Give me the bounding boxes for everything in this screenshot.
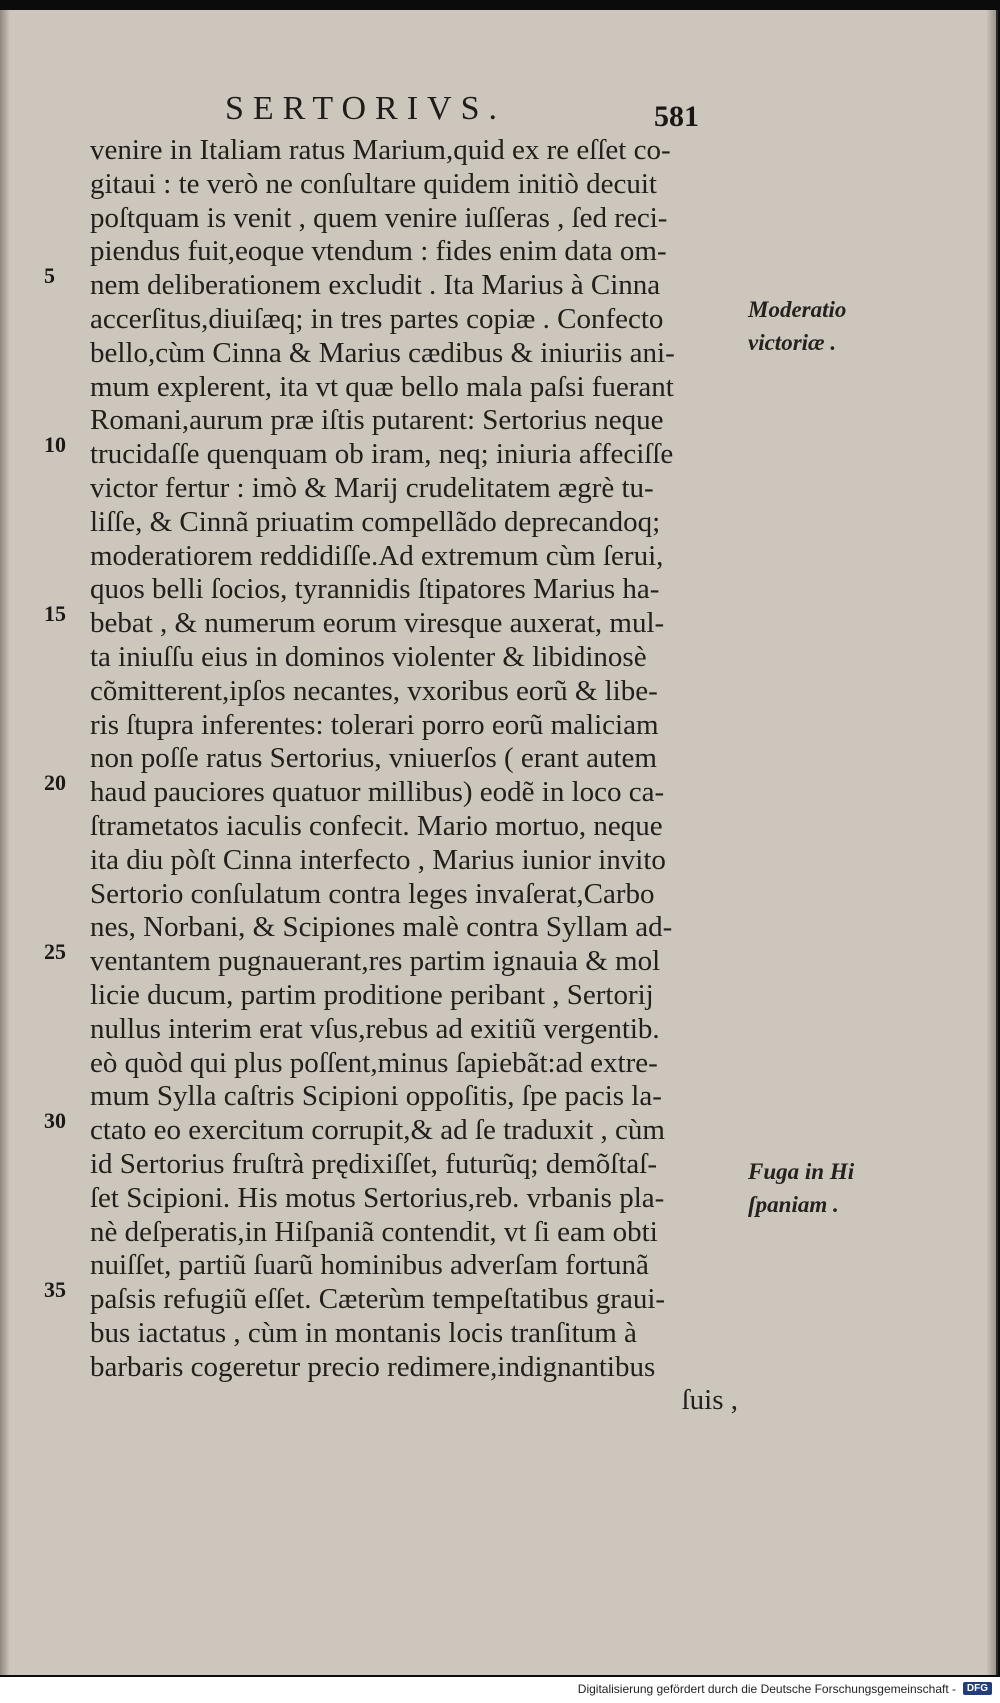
margin-note (748, 1155, 868, 1221)
text-line: gitaui : te verò ne conſultare quidem initiò decuit (90, 167, 657, 200)
text-line: bello,cùm Cinna & Marius cædibus & iniuriis ani- (90, 336, 675, 369)
catchword: ſuis , (681, 1384, 738, 1417)
text-line: liſſe, & Cinnã priuatim compellãdo deprecandoq; (90, 505, 661, 538)
text-line: Sertorio conſulatum contra leges invaſerat,Carbo (90, 877, 655, 910)
margin-note-line: victoriæ . (748, 330, 837, 355)
text-line: ris ſtupra inferentes: tolerari porro eorũ maliciam (90, 708, 659, 741)
text-line: ta iniuſſu eius in dominos violenter & libidinosè (90, 640, 647, 673)
text-line: accerſitus,diuiſæq; in tres partes copiæ . Confecto (90, 302, 664, 335)
book-page (0, 10, 998, 1675)
text-line: haud pauciores quatuor millibus) eodẽ in loco ca- (90, 776, 665, 809)
page-number: 581 (654, 100, 699, 133)
text-line: cõmitterent,ipſos necantes, vxoribus eorũ & libe- (90, 674, 658, 707)
margin-note-line: Fuga in Hi (748, 1159, 855, 1184)
text-line: non poſſe ratus Sertorius, vniuerſos ( erant autem (90, 742, 657, 775)
text-line: id Sertorius fruſtrà prędixiſſet, futurũq; demõſtaſ- (90, 1147, 657, 1180)
text-line: ita diu pòſt Cinna interfecto , Marius iunior invito (90, 843, 666, 876)
line-number: 35 (44, 1277, 66, 1302)
text-line: mum Sylla caſtris Scipioni oppoſitis, ſpe pacis la- (90, 1080, 662, 1113)
text-line: piendus fuit,eoque vtendum : fides enim data om- (90, 235, 667, 268)
text-line: quos belli ſocios, tyrannidis ſtipatores Marius ha- (90, 573, 660, 606)
dfg-logo: DFG (963, 1682, 992, 1695)
text-line: trucidaſſe quenquam ob iram, neq; iniuria affeciſſe (90, 438, 674, 471)
line-number: 20 (44, 770, 66, 795)
text-line: ctato eo exercitum corrupit,& ad ſe traduxit , cùm (90, 1114, 665, 1147)
line-number: 10 (44, 432, 66, 457)
text-line: nullus interim erat vſus,rebus ad exitiũ vergentib. (90, 1012, 660, 1045)
text-line: licie ducum, partim proditione peribant , Sertorij (90, 978, 654, 1011)
footer-credit: Digitalisierung gefördert durch die Deutsche Forschungsgemeinschaft - (577, 1682, 956, 1696)
line-number: 5 (44, 263, 55, 288)
margin-note-line: Moderatio (748, 297, 847, 322)
text-line: bebat , & numerum eorum viresque auxerat, mul- (90, 607, 665, 640)
text-line: ventantem pugnauerant,res partim ignauia & mol (90, 945, 661, 978)
text-line: moderatiorem reddidiſſe.Ad extremum cùm ſerui, (90, 539, 664, 572)
running-title: SERTORIVS. (225, 90, 506, 127)
text-line: nuiſſet, partiũ ſuarũ hominibus adverſam fortunã (90, 1249, 649, 1282)
text-line: paſsis refugiũ eſſet. Cæterùm tempeſtatibus graui- (90, 1283, 666, 1316)
text-line: Romani,aurum præ iſtis putarent: Sertorius neque (90, 404, 664, 437)
text-line: victor fertur : imò & Marij crudelitatem ægrè tu- (90, 471, 654, 504)
margin-note-line: ſpaniam . (748, 1192, 839, 1217)
text-line: nes, Norbani, & Scipiones malè contra Syllam ad- (90, 911, 673, 944)
text-line: barbaris cogeretur precio redimere,indignantibus (90, 1350, 656, 1383)
line-number: 25 (44, 939, 66, 964)
text-line: mum explerent, ita vt quæ bello mala paſsi fuerant (90, 370, 674, 403)
line-number: 15 (44, 601, 66, 626)
text-line: eò quòd qui plus poſſent,minus ſapiebãt:ad extre- (90, 1046, 658, 1079)
text-line: venire in Italiam ratus Marium,quid ex re eſſet co- (90, 134, 671, 166)
line-number: 30 (44, 1108, 66, 1133)
page-left-edge (0, 10, 10, 1675)
text-line: poſtquam is venit , quem venire iuſſeras , ſed reci- (90, 201, 668, 234)
text-line: ſtrametatos iaculis confecit. Mario mortuo, neque (90, 809, 663, 842)
text-line: nè deſperatis,in Hiſpaniã contendit, vt ſi eam obti (90, 1215, 658, 1248)
text-line: nem deliberationem excludit . Ita Marius à Cinna (90, 269, 661, 302)
page-right-edge (986, 10, 996, 1675)
margin-note (748, 293, 868, 359)
footer-bar (0, 1677, 1000, 1703)
text-line: bus iactatus , cùm in montanis locis tranſitum à (90, 1316, 637, 1349)
body-text (90, 134, 738, 1418)
text-line: ſet Scipioni. His motus Sertorius,reb. vrbanis pla- (90, 1181, 665, 1214)
